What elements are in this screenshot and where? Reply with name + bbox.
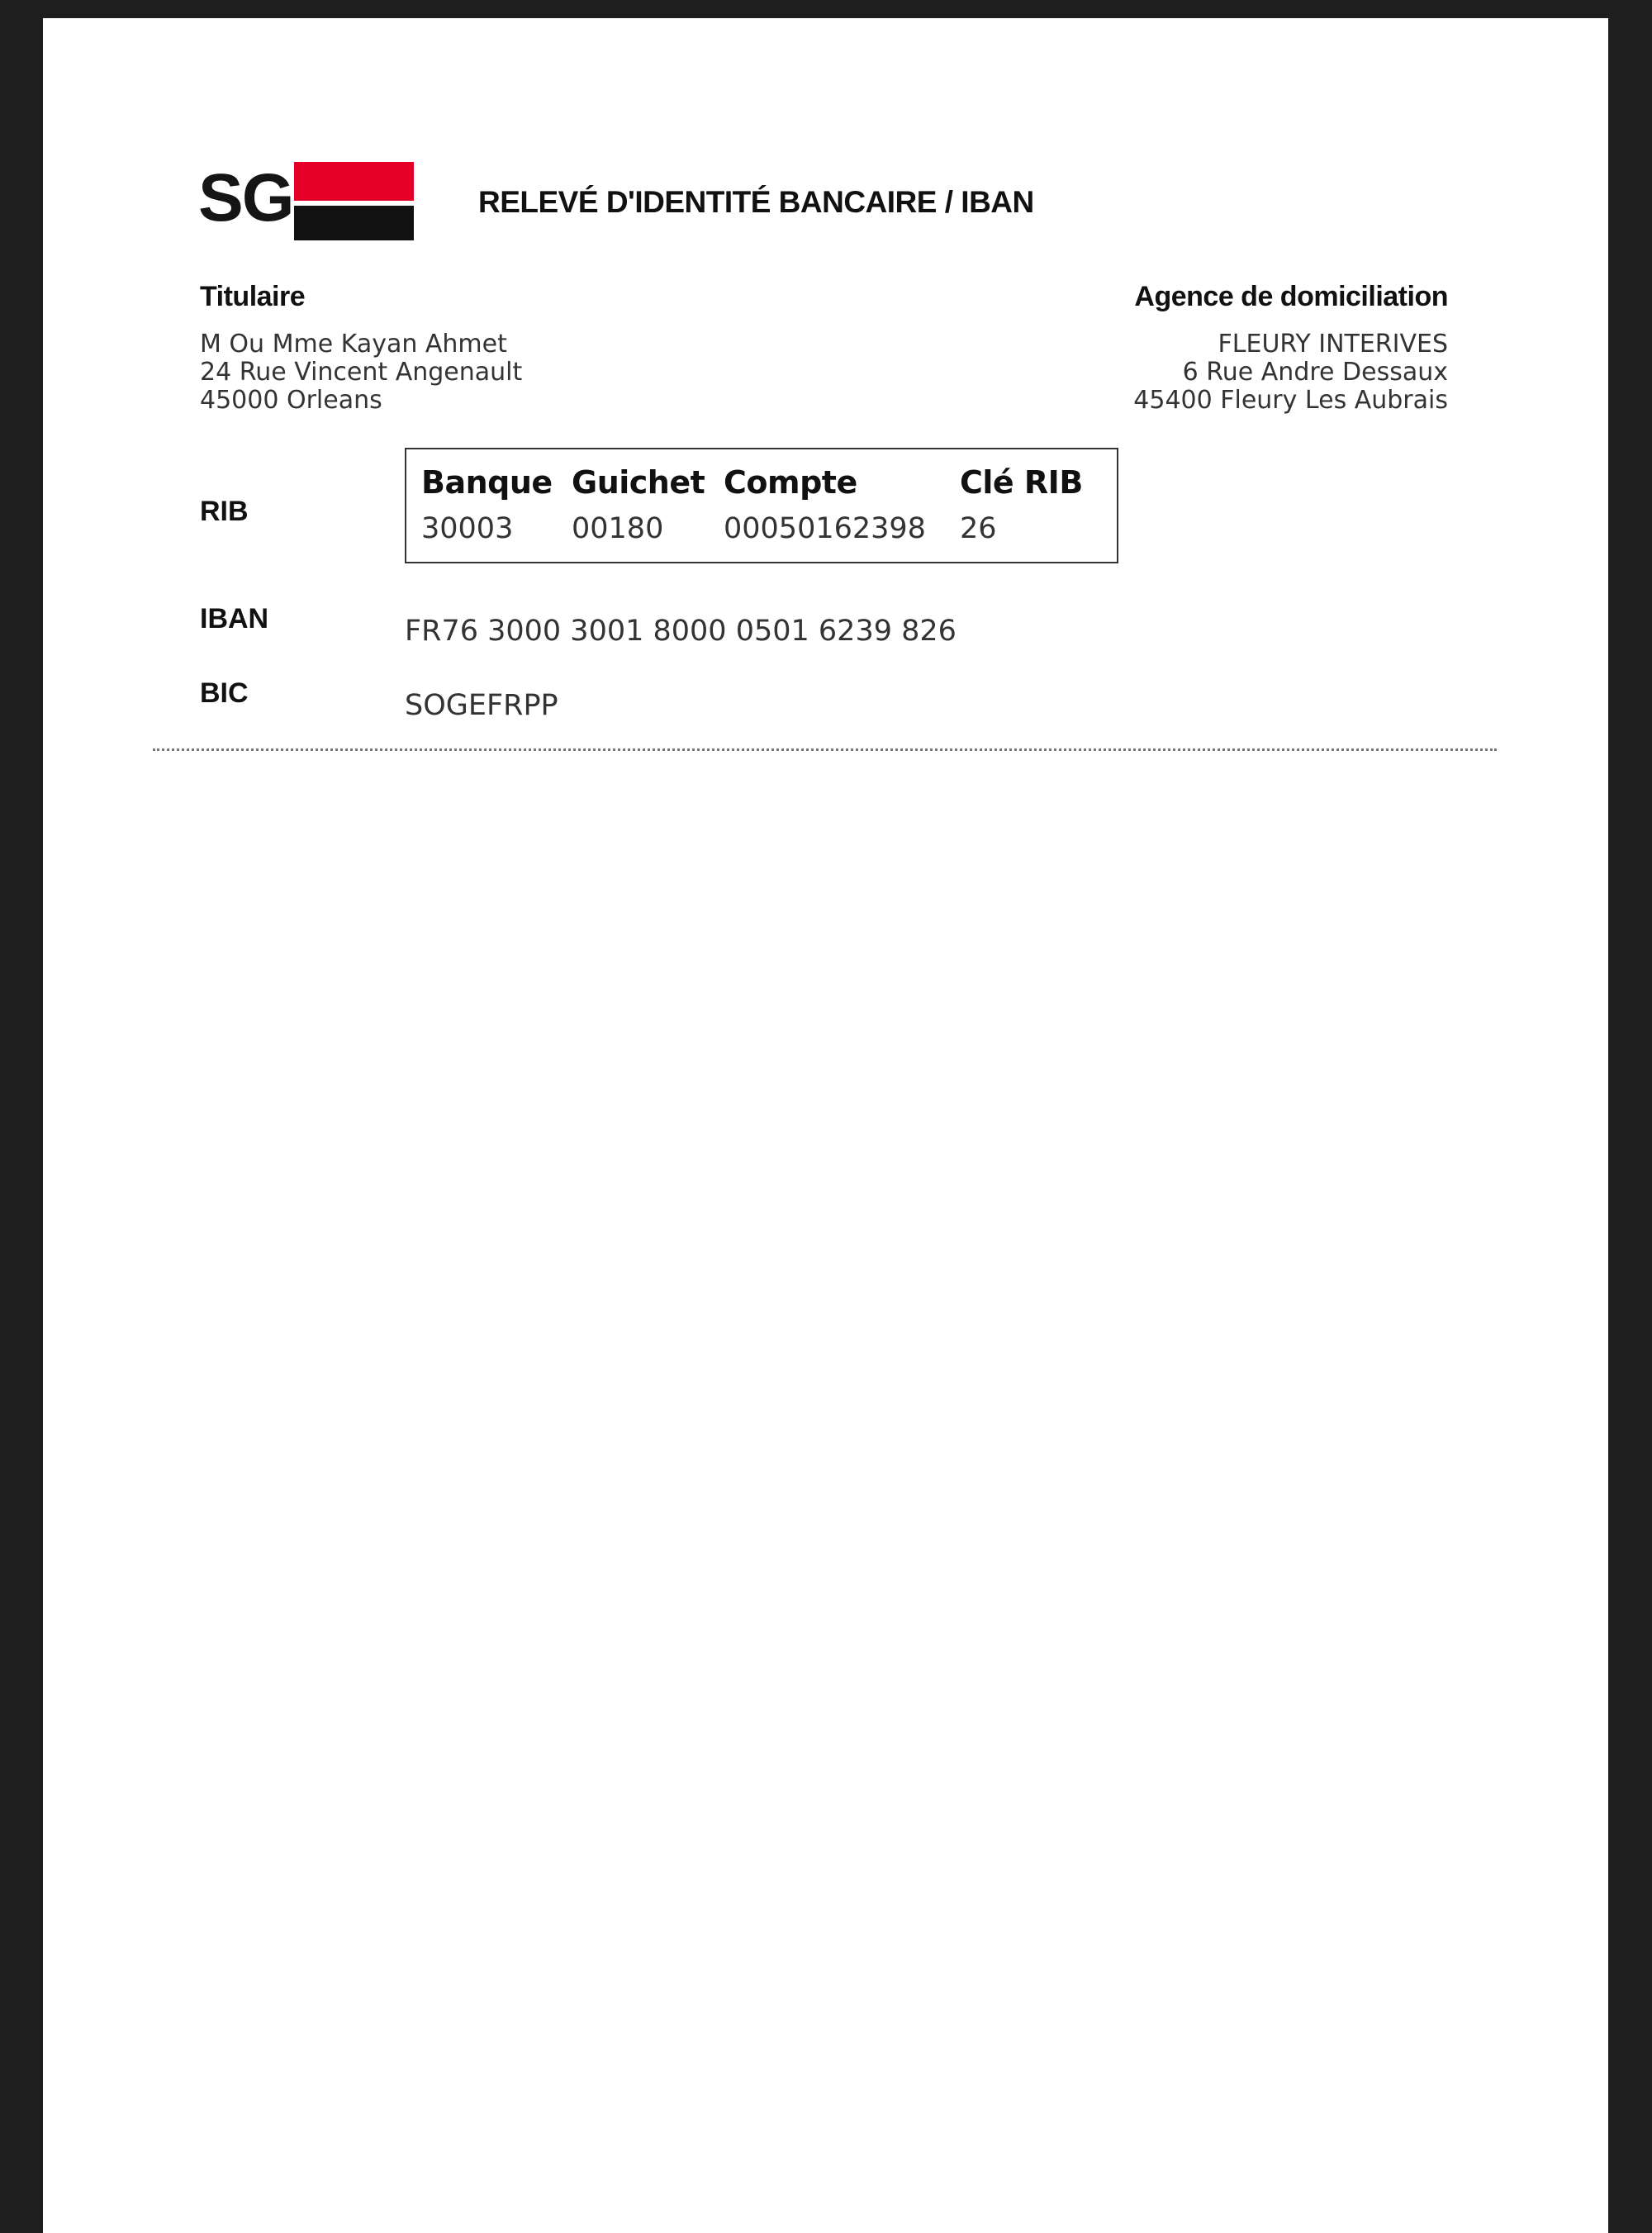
logo-red-block xyxy=(294,162,414,201)
holder-address-line: 24 Rue Vincent Angenault xyxy=(200,358,523,387)
rib-column-value: 00180 xyxy=(572,512,664,545)
rib-column-value: 00050162398 xyxy=(724,512,926,545)
rib-table xyxy=(405,448,1118,563)
rib-column-value: 30003 xyxy=(421,512,514,545)
agency-address-line: 6 Rue Andre Dessaux xyxy=(1182,358,1448,387)
agency-address-line: FLEURY INTERIVES xyxy=(1218,330,1448,359)
rib-column-header: Clé RIB xyxy=(960,464,1083,501)
rib-column-header: Compte xyxy=(724,464,857,501)
holder-address-line: 45000 Orleans xyxy=(200,386,382,415)
rib-column-header: Banque xyxy=(421,464,553,501)
agency-address-line: 45400 Fleury Les Aubrais xyxy=(1133,386,1448,415)
cut-line-divider xyxy=(153,748,1497,751)
logo-black-block xyxy=(294,206,414,240)
document-page xyxy=(43,18,1608,2233)
bic-label: BIC xyxy=(200,677,249,709)
bank-logo-text: SG xyxy=(198,160,293,235)
rib-label: RIB xyxy=(200,496,249,527)
agency-address xyxy=(1133,330,1448,415)
holder-heading: Titulaire xyxy=(200,281,306,312)
bank-logo-mark xyxy=(294,162,414,240)
rib-column-value: 26 xyxy=(960,512,997,545)
bic-value: SOGEFRPP xyxy=(405,689,558,722)
iban-value: FR76 3000 3001 8000 0501 6239 826 xyxy=(405,615,957,648)
iban-label: IBAN xyxy=(200,603,269,634)
rib-column-header: Guichet xyxy=(572,464,705,501)
agency-heading: Agence de domiciliation xyxy=(1134,281,1448,312)
holder-address-line: M Ou Mme Kayan Ahmet xyxy=(200,330,507,359)
holder-address xyxy=(200,330,522,415)
document-title: RELEVÉ D'IDENTITÉ BANCAIRE / IBAN xyxy=(478,185,1034,219)
